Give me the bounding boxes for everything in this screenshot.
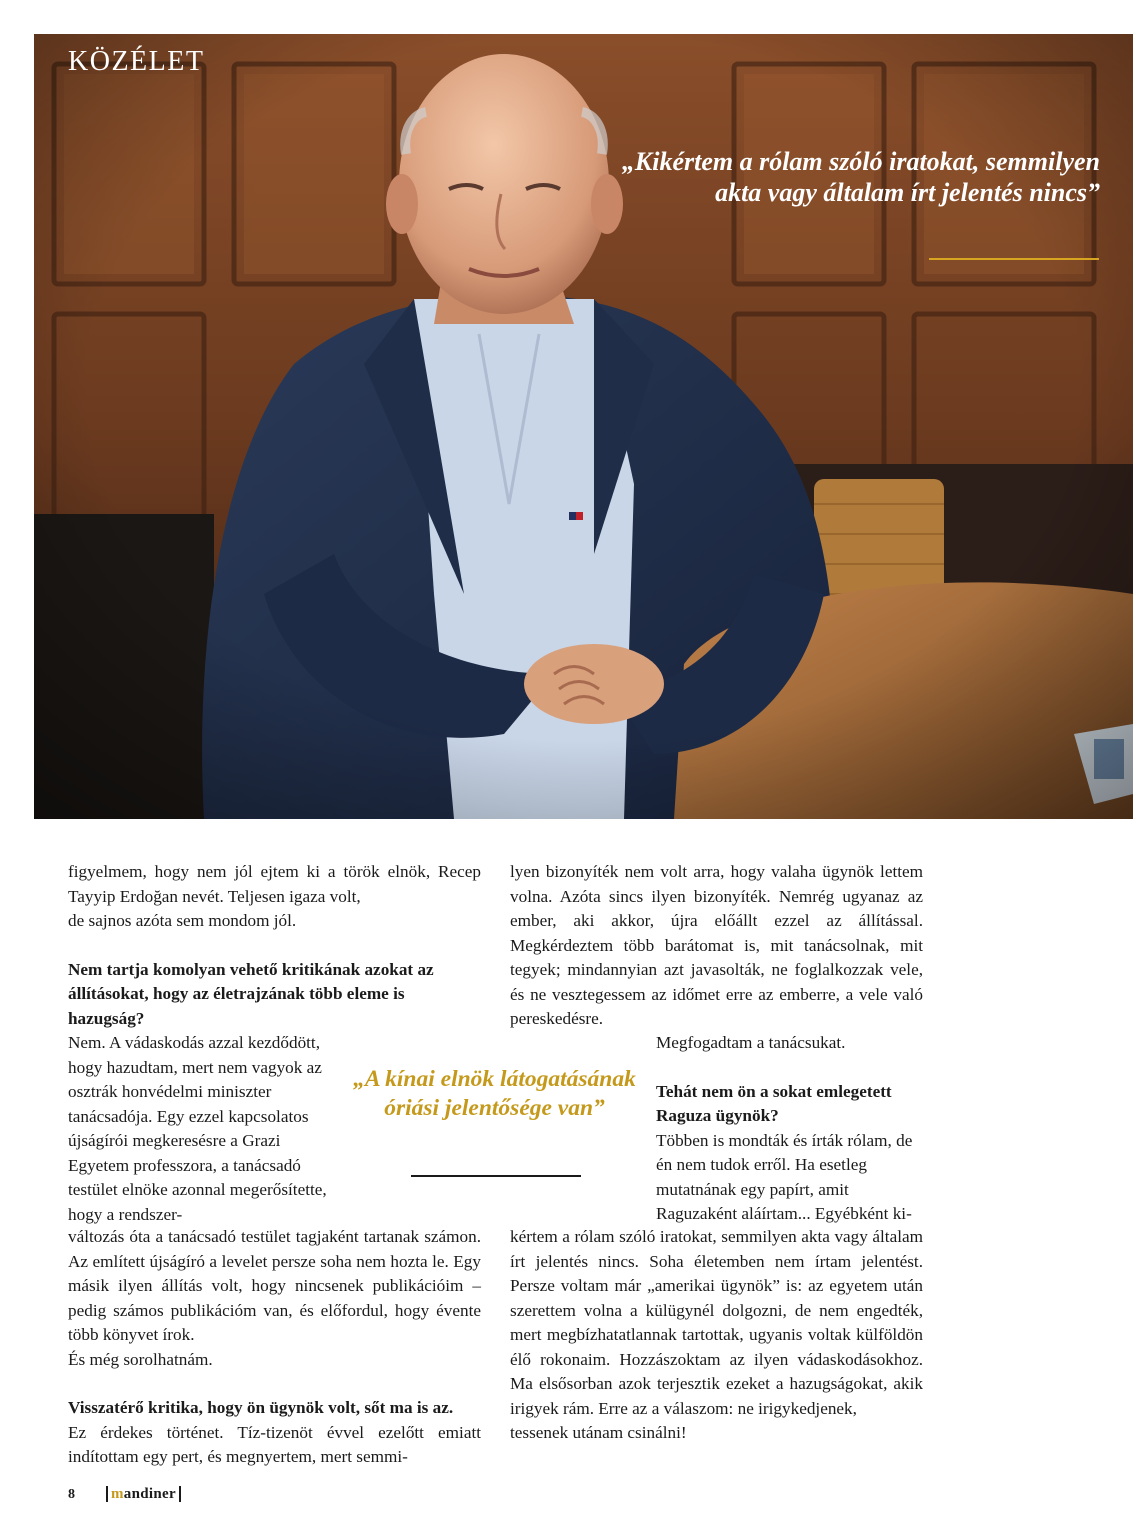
paragraph: változás óta a tanácsadó testület tagjaként tartanak számon. Az említett újságíró a levelet persze soha nem hozta le. Egy másik ilyen állítás volt, hogy nincsenek publikációim – pedig számos publikációm van, és előfordul, hogy évente több könyvet írok. bbox=[68, 1227, 481, 1344]
photo-quote: „Kikértem a rólam szóló iratokat, semmilyen akta vagy általam írt jelentés nincs” bbox=[621, 147, 1100, 207]
column-1-top bbox=[68, 860, 481, 1031]
photo-quote-rule bbox=[929, 258, 1099, 260]
pull-quote: „A kínai elnök látogatásának óriási jelentősége van” bbox=[353, 1066, 636, 1121]
interview-question: Visszatérő kritika, hogy ön ügynök volt, sőt ma is az. bbox=[68, 1398, 454, 1417]
paragraph: Nem. A vádaskodás azzal kezdődött, hogy hazudtam, mert nem vagyok az osztrák honvédelmi miniszter tanácsadója. Egy ezzel kapcsolatos újságírói megkeresésre a Grazi Egyetem professzora, a tanácsadó testület elnöke azonnal megerősítette, hogy a rendszer- bbox=[68, 1033, 327, 1224]
paragraph: lyen bizonyíték nem volt arra, hogy valaha ügynök lettem volna. Azóta sincs ilyen bizonyíték. Nemrég ugyanaz az ember, aki akkor, újra előállt ezzel az állítással. Megkérdeztem több barátomat is, mit tanácsolnak, mit tegyek; mindannyian azt javasolták, ne foglalkozzak vele, és ne vesztegessem az időmet erre az emberre, a vele való pereskedésre. bbox=[510, 862, 923, 1028]
hero-photo bbox=[34, 34, 1133, 819]
paragraph-end: tessenek utánam csinálni! bbox=[510, 1423, 687, 1442]
paragraph-end: de sajnos azóta sem mondom jól. bbox=[68, 911, 297, 930]
pull-quote-rule bbox=[411, 1175, 581, 1177]
paragraph-end: Megfogadtam a tanácsukat. bbox=[656, 1033, 846, 1052]
paragraph: figyelmem, hogy nem jól ejtem ki a török elnök, Recep Tayyip Erdoğan nevét. Teljesen igaza volt, bbox=[68, 862, 481, 906]
logo-rest: andiner bbox=[123, 1486, 176, 1502]
magazine-logo bbox=[106, 1486, 181, 1502]
column-2-top bbox=[510, 860, 923, 1032]
paragraph-end: És még sorolhatnám. bbox=[68, 1349, 213, 1369]
interview-question: Tehát nem ön a sokat emlegetett Raguza ügynök? bbox=[656, 1081, 892, 1125]
section-label: KÖZÉLET bbox=[68, 46, 205, 77]
logo-letter-m: m bbox=[111, 1486, 124, 1502]
paragraph: kértem a rólam szóló iratokat, semmilyen akta vagy általam írt jelentés nincs. Soha életemben nem írtam jelentést. Persze voltam már „amerikai ügynök” is: az egyetem után szerettem volna a külügynél dolgozni, de nem engedték, mert megbízhatatlannak tartottak, ugyanis voltak külföldön élő rokonaim. Hozzászoktam az ilyen vádaskodásokhoz. Ma elsősorban azok terjesztik ezeket a hazugságokat, akik irigyek rám. Erre az a válaszom: ne irigykedjenek, bbox=[510, 1227, 923, 1418]
column-1-bottom bbox=[68, 1225, 481, 1470]
paragraph: Többen is mondták és írták rólam, de én nem tudok erről. Ha esetleg mutatnának egy papírt, amit Raguzaként aláírtam... Egyébként ki- bbox=[656, 1130, 913, 1223]
column-2-bottom bbox=[510, 1225, 923, 1446]
page-number: 8 bbox=[68, 1487, 75, 1502]
interview-question: Nem tartja komolyan vehető kritikának azokat az állításokat, hogy az életrajzának több eleme is hazugság? bbox=[68, 959, 434, 1028]
column-1-narrow bbox=[68, 1031, 336, 1227]
paragraph: Ez érdekes történet. Tíz-tizenöt évvel ezelőtt emiatt indítottam egy pert, és megnyertem, mert semmi- bbox=[68, 1422, 481, 1466]
column-2-narrow bbox=[656, 1031, 923, 1227]
